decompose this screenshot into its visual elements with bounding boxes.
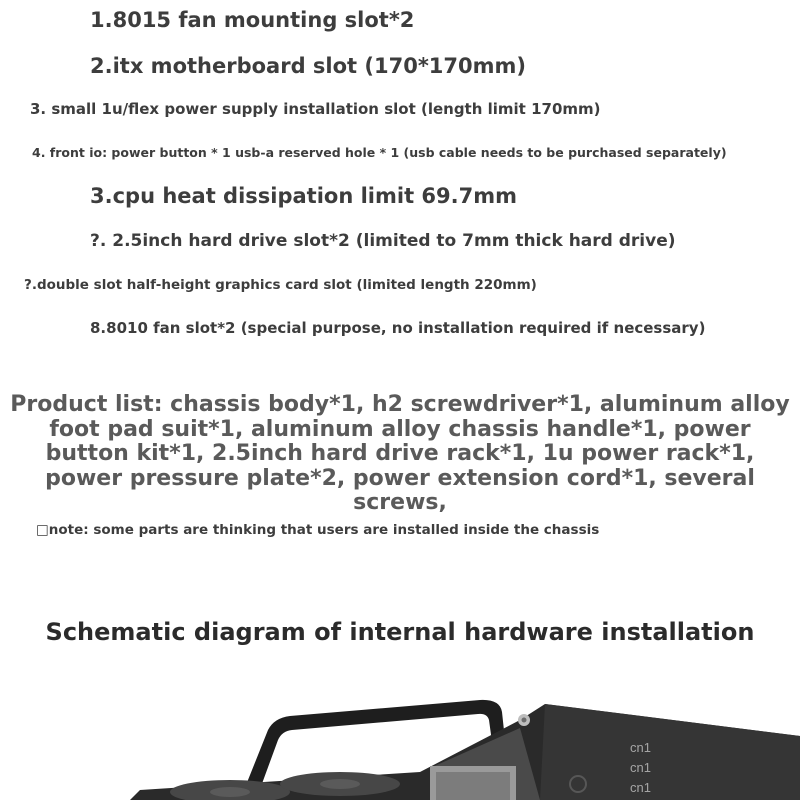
spec-item-graphics-card-slot: ?.double slot half-height graphics card slot (limited length 220mm) <box>24 277 537 293</box>
spec-item-8010-fan-slot: 8.8010 fan slot*2 (special purpose, no installation required if necessary) <box>90 319 706 337</box>
watermark <box>630 738 800 798</box>
product-list: Product list: chassis body*1, h2 screwdriver*1, aluminum alloy foot pad suit*1, aluminum alloy chassis handle*1, power button kit*1, 2.5inch hard drive rack*1, 1u power rack*1, power pressure plate*2, power extension cord*1, several screws, <box>10 392 790 515</box>
spec-item-motherboard-slot: 2.itx motherboard slot (170*170mm) <box>90 54 526 78</box>
spec-item-cpu-cooler-limit: 3.cpu heat dissipation limit 69.7mm <box>90 184 518 208</box>
section-title: Schematic diagram of internal hardware installation <box>45 618 755 646</box>
spec-item-front-io: 4. front io: power button * 1 usb-a reserved hole * 1 (usb cable needs to be purchased separately) <box>32 145 727 160</box>
note-text: □note: some parts are thinking that users are installed inside the chassis <box>36 521 600 538</box>
spec-item-fan-slot: 1.8015 fan mounting slot*2 <box>90 8 415 32</box>
watermark-line: cn1 <box>630 740 651 755</box>
watermark-line: cn1 <box>630 760 651 775</box>
spec-item-power-supply-slot: 3. small 1u/flex power supply installation slot (length limit 170mm) <box>30 100 601 118</box>
spec-item-hard-drive-slot: ?. 2.5inch hard drive slot*2 (limited to 7mm thick hard drive) <box>90 231 676 251</box>
watermark-line: cn1 <box>630 780 651 795</box>
